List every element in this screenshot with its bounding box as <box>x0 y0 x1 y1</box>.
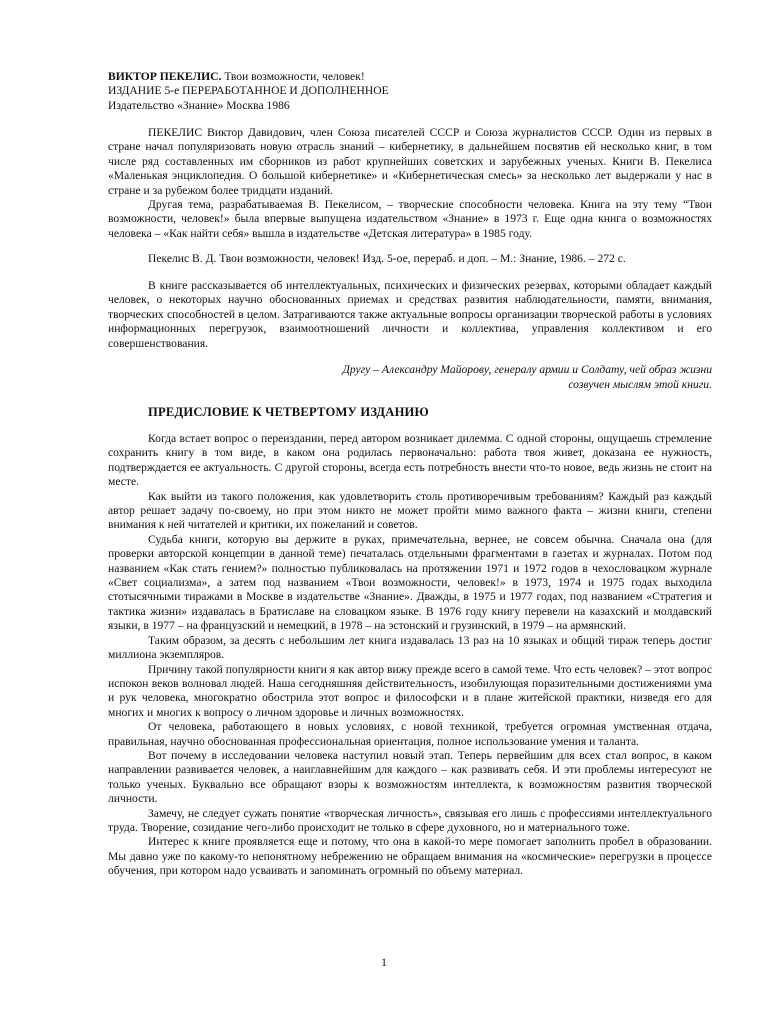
author-bio <box>108 126 712 241</box>
citation-text: Пекелис В. Д. Твои возможности, человек! Изд. 5-ое, перераб. и доп. – М.: Знание, 1986. – 272 с. <box>148 252 626 265</box>
author-name: ВИКТОР ПЕКЕЛИС. <box>108 70 222 83</box>
body-paragraph: Замечу, не следует сужать понятие «творческая личность», связывая его лишь с профессиями интеллектуального труда. Творение, созидание чего-либо происходит не только в сфере духовного, но и материального тоже. <box>108 806 712 834</box>
bibliographic-citation <box>108 252 712 266</box>
header-title-line <box>108 70 712 84</box>
body-paragraph: Вот почему в исследовании человека наступил новый этап. Теперь первейшим для всех стал вопрос, в каком направлении развивается человек, а наиглавнейшим для каждого – как развивать себя. И эти проблемы интересуют не только ученых. Буквально все обращают взоры к возможностям интеллекта, к возможностям развития творческой личности. <box>108 748 712 806</box>
bio-paragraph: ПЕКЕЛИС Виктор Давидович, член Союза писателей СССР и Союза журналистов СССР. Один из первых в стране начал популяризовать новую отрасль знаний – кибернетику, в дальнейшем посвятив ей несколько книг, в том числе ряд составленных им сборников из работ крупнейших советских и зарубежных ученых. Книги В. Пекелиса «Маленькая энциклопедия. О большой кибернетике» и «Кибернетическая смесь» за несколько лет выдержали у нас в стране и за рубежом более тридцати изданий. <box>108 126 712 197</box>
body-paragraph: Судьба книги, которую вы держите в руках, примечательна, вернее, не совсем обычна. Сначала она (для проверки авторской концепции в данной теме) печаталась отдельными фрагментами в газетах и журналах. Потом под названием «Как стать гением?» полностью публиковалась на протяжении 1971 и 1972 годов в чехословацком журнале «Свет социализма», а затем под названием «Твои возможности, человек!» в 1973, 1974 и 1975 годах выходила стотысячными тиражами в Москве в издательстве «Знание». Дважды, в 1975 и 1977 годах, под названием «Стратегия и тактика жизни» издавалась в Братиславе на словацком языке. В 1976 году книгу перевели на казахский и молдавский языки, в 1977 – на французский и немецкий, в 1978 – на эстонский и грузинский, в 1979 – на армянский. <box>108 532 712 633</box>
book-header <box>108 70 712 113</box>
bio-paragraph: Другая тема, разрабатываемая В. Пекелисом, – творческие способности человека. Книга на эту тему “Твои возможности, человек!» была впервые выпущена издательством «Знание» в 1973 г. Еще одна книга о возможностях человека – «Как найти себя» вышла в издательстве «Детская литература» в 1985 году. <box>108 198 712 240</box>
dedication-line: созвучен мыслям этой книги. <box>568 378 712 391</box>
annotation-text: В книге рассказывается об интеллектуальных, психических и физических резервах, которыми обладает каждый человек, о некоторых научно обоснованных приемах и средствах развития наблюдательности, памяти, внимания, творческих способностей в целом. Затрагиваются также актуальные вопросы организации творческой работы в условиях информационных перегрузок, взаимоотношений личности и коллектива, управления коллективом и его совершенствования. <box>108 279 712 350</box>
book-title: Твои возможности, человек! <box>224 70 365 83</box>
page-number: 1 <box>381 955 387 969</box>
section-heading: ПРЕДИСЛОВИЕ К ЧЕТВЕРТОМУ ИЗДАНИЮ <box>148 405 429 419</box>
body-paragraph: Когда встает вопрос о переиздании, перед автором возникает дилемма. С одной стороны, ощущаешь стремление сохранить книгу в том виде, в каком она родилась первоначально: работа твоя живет, доказана ее нужность, подтверждается ее актуальность. С другой стороны, всегда есть потребность внести что-то новое, ведь жизнь не стоит на месте. <box>108 432 712 489</box>
annotation <box>108 279 712 351</box>
body-paragraph: Причину такой популярности книги я как автор вижу прежде всего в самой теме. Что есть человек? – этот вопрос испокон веков волновал людей. Наша сегодняшняя действительность, изобилующая поразительными достижениями ума и рук человека, многократно обострила этот вопрос и философски и в плане житейской практики, низведя его для многих и многих к вопросу о личном здоровье и личных возможностях. <box>108 662 712 719</box>
dedication <box>280 362 712 392</box>
body-paragraph: Как выйти из такого положения, как удовлетворить столь противоречивым требованиям? Каждый раз каждый автор решает задачу по-своему, но при этом никто не может пройти мимо важного факта – жизни книги, степени внимания к ней читателей и критики, их пожеланий и советов. <box>108 489 712 532</box>
dedication-line: Другу – Александру Майорову, генералу армии и Солдату, чей образ жизни <box>342 363 712 376</box>
body-paragraph: От человека, работающего в новых условиях, с новой техникой, требуется огромная умственная отдача, правильная, научно обоснованная профессиональная ориентация, полное использование умения и таланта. <box>108 720 712 748</box>
body-paragraph: Таким образом, за десять с небольшим лет книга издавалась 13 раз на 10 языках и общий тираж теперь достиг миллиона экземпляров. <box>108 633 712 662</box>
edition-line: ИЗДАНИЕ 5-е ПЕРЕРАБОТАННОЕ И ДОПОЛНЕННОЕ <box>108 84 389 98</box>
preface-body <box>108 432 712 879</box>
body-paragraph: Интерес к книге проявляется еще и потому, что она в какой-то мере помогает заполнить пробел в образовании. Мы давно уже по какому-то непонятному небрежению не обращаем внимания на «космические» перегрузки в процессе обучения, при котором надо усваивать и запоминать огромный по объему материал. <box>108 835 712 878</box>
publisher-line: Издательство «Знание» Москва 1986 <box>108 98 290 112</box>
